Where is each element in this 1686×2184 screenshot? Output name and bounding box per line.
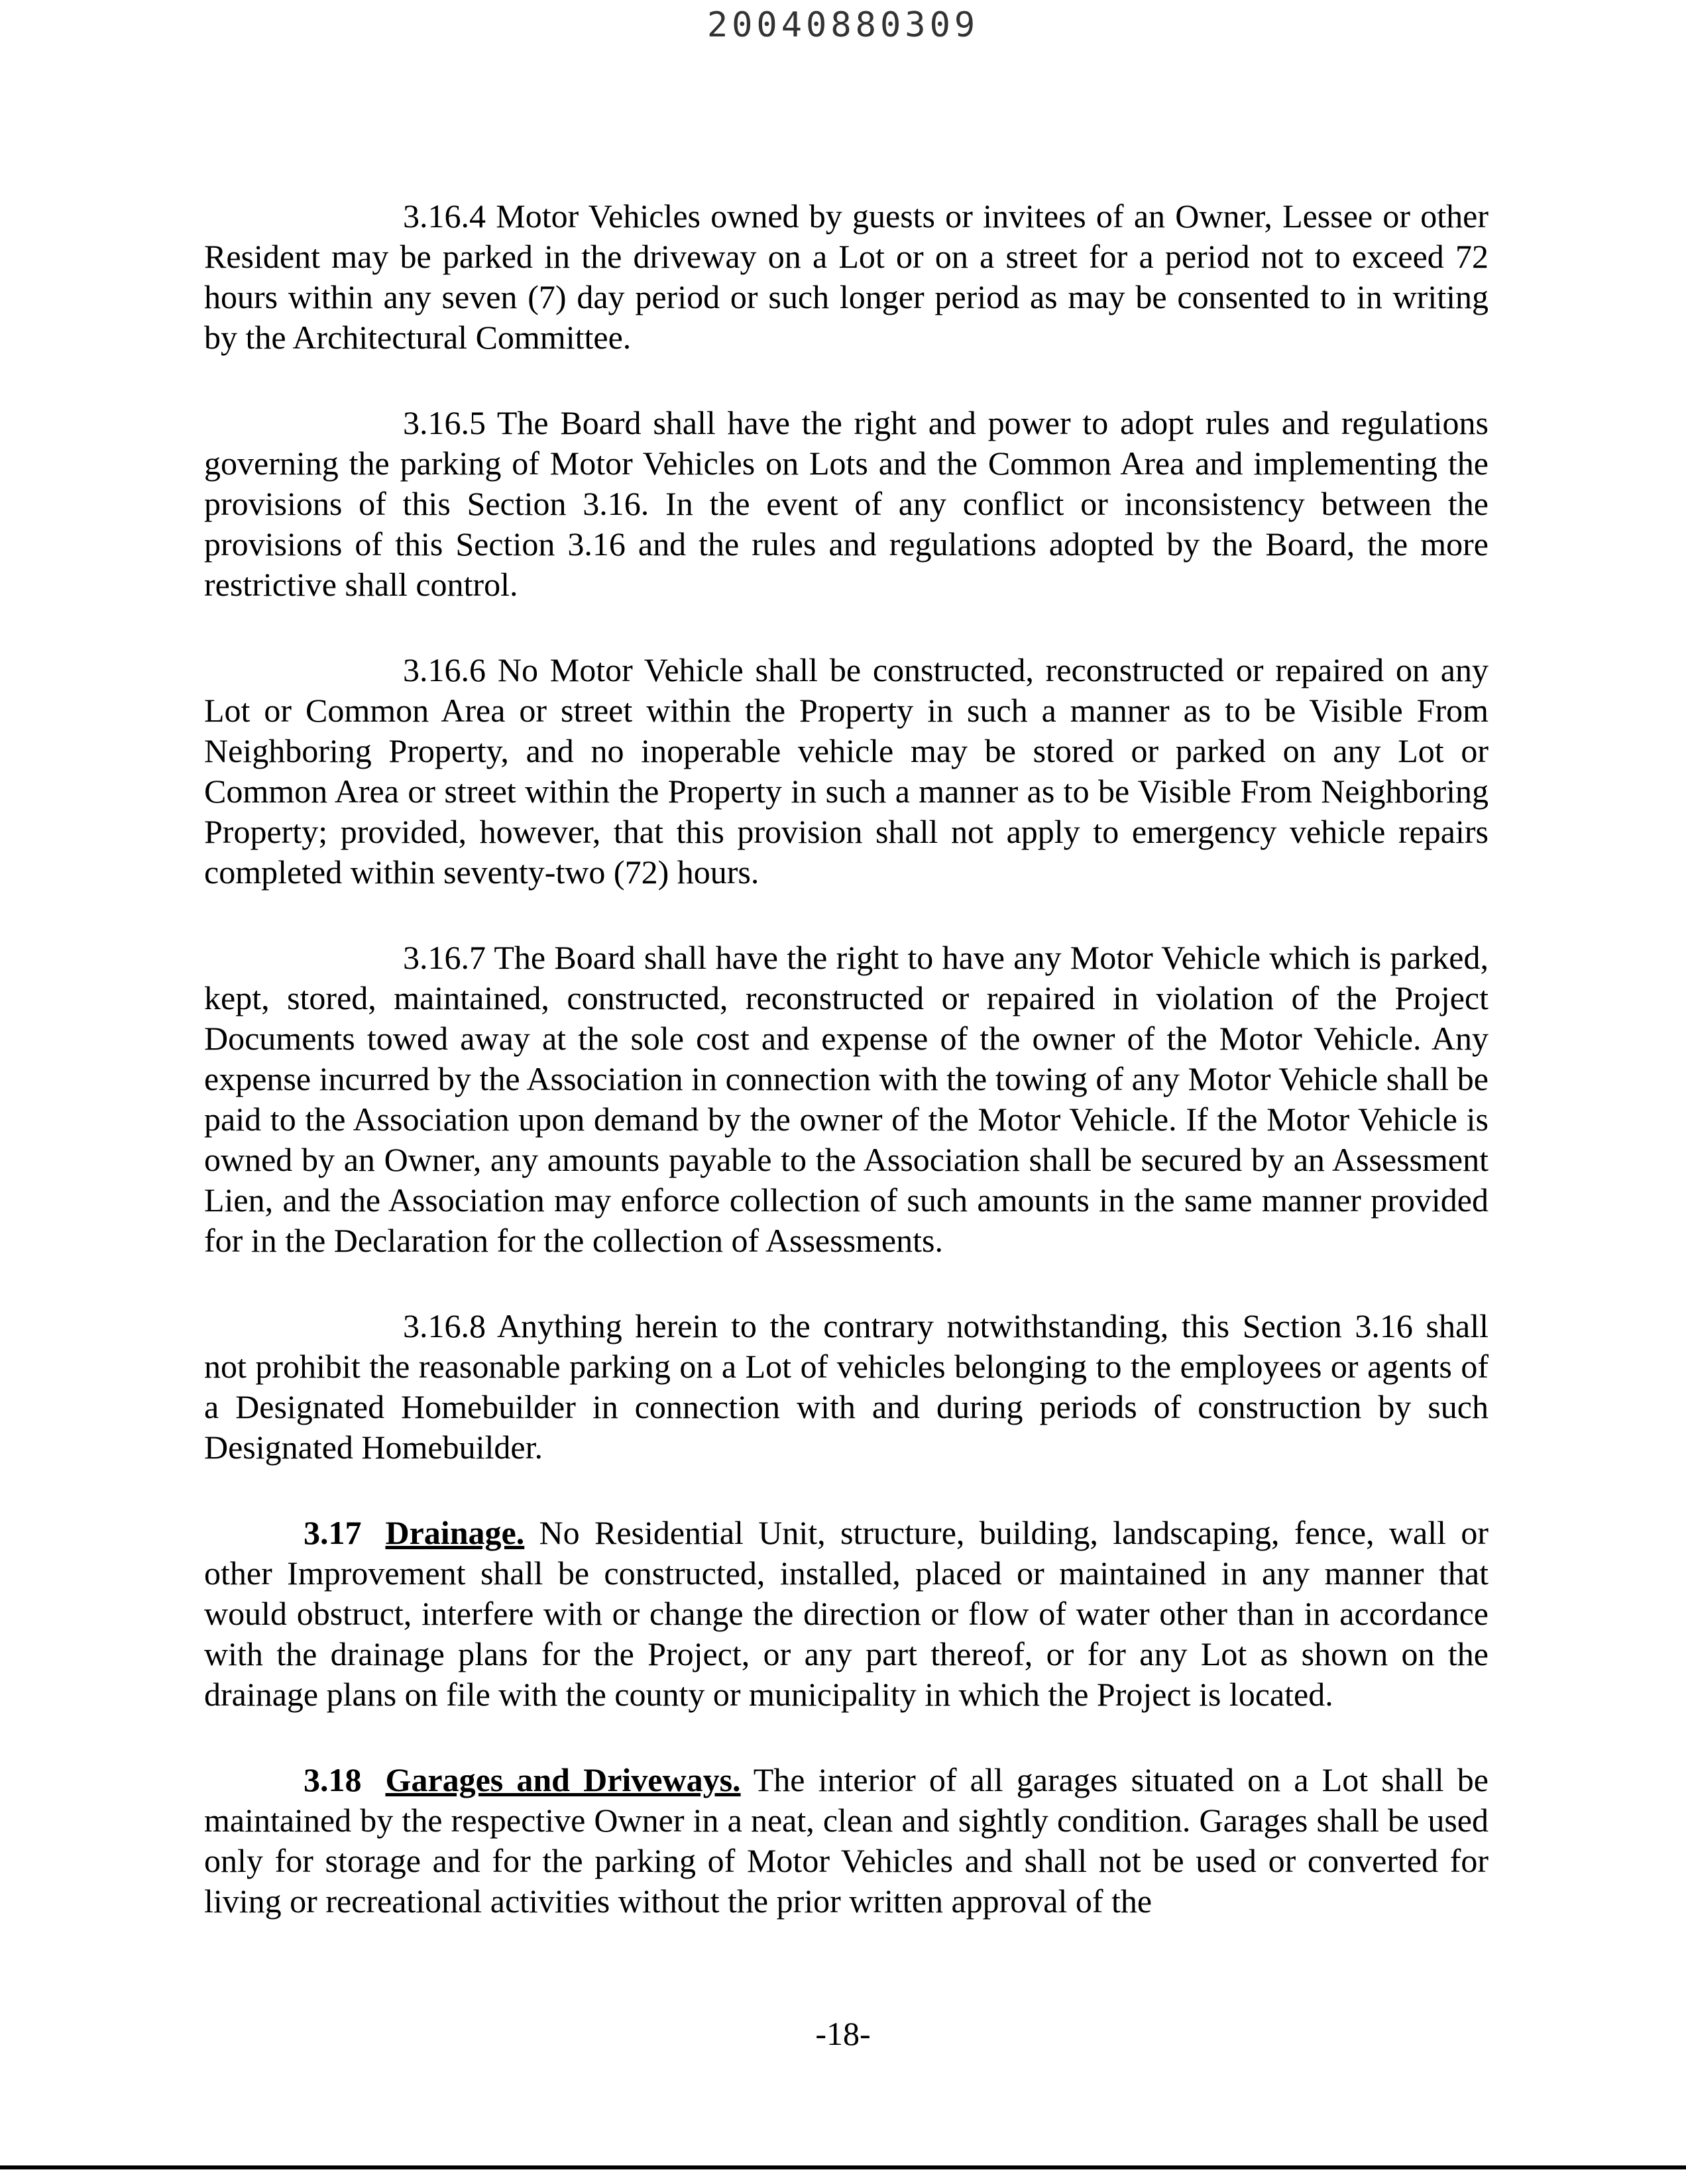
section-3-18-number: 3.18: [304, 1761, 362, 1798]
section-3-17-title: Drainage.: [385, 1514, 525, 1551]
paragraph-3-16-7: 3.16.7 The Board shall have the right to have any Motor Vehicle which is parked, kept, stored, maintained, constructed, reconstructed or repaired in violation of the Project Documents towed away at the sole cost and expense of the owner of the Motor Vehicle. Any expense incurred by the Association in connection with the towing of any Motor Vehicle shall be paid to the Association upon demand by the owner of the Motor Vehicle. If the Motor Vehicle is owned by an Owner, any amounts payable to the Association shall be secured by an Assessment Lien, and the Association may enforce collection of such amounts in the same manner provided for in the Declaration for the collection of Assessments.: [204, 939, 1489, 1259]
section-3-17-text: No Residential Unit, structure, building, landscaping, fence, wall or other Improvement shall be constructed, installed, placed or maintained in any manner that would obstruct, interfere with or change the direction or flow of water other than in accordance with the drainage plans for the Project, or any part thereof, or for any Lot as shown on the drainage plans on file with the county or municipality in which the Project is located.: [204, 1514, 1489, 1713]
document-number: 20040880309: [706, 5, 980, 45]
section-3-17: [204, 1513, 1489, 1715]
section-3-18: [204, 1760, 1489, 1922]
paragraph-3-16-5: 3.16.5 The Board shall have the right and power to adopt rules and regulations governing the parking of Motor Vehicles on Lots and the Common Area and implementing the provisions of this Section 3.16. In the event of any conflict or inconsistency between the provisions of this Section 3.16 and the rules and regulations adopted by the Board, the more restrictive shall control.: [204, 404, 1489, 603]
page-number: -18-: [815, 2015, 871, 2052]
bottom-divider: [0, 2165, 1686, 2169]
paragraph-3-16-8: 3.16.8 Anything herein to the contrary notwithstanding, this Section 3.16 shall not prohibit the reasonable parking on a Lot of vehicles belonging to the employees or agents of a Designated Homebuilder in connection with and during periods of construction by such Designated Homebuilder.: [204, 1307, 1489, 1466]
document-body: [204, 196, 1489, 1922]
paragraph-3-16-6: 3.16.6 No Motor Vehicle shall be constructed, reconstructed or repaired on any Lot or Common Area or street within the Property in such a manner as to be Visible From Neighboring Property, and no inoperable vehicle may be stored or parked on any Lot or Common Area or street within the Property in such a manner as to be Visible From Neighboring Property; provided, however, that this provision shall not apply to emergency vehicle repairs completed within seventy-two (72) hours.: [204, 651, 1489, 891]
section-3-17-number: 3.17: [304, 1514, 362, 1551]
section-3-18-text: The interior of all garages situated on a Lot shall be maintained by the respective Owner in a neat, clean and sightly condition. Garages shall be used only for storage and for the parking of Motor Vehicles and shall not be used or converted for living or recreational activities without the prior written approval of the: [204, 1761, 1489, 1920]
section-3-18-title: Garages and Driveways.: [385, 1761, 741, 1798]
paragraph-3-16-4: 3.16.4 Motor Vehicles owned by guests or invitees of an Owner, Lessee or other Resident may be parked in the driveway on a Lot or on a street for a period not to exceed 72 hours within any seven (7) day period or such longer period as may be consented to in writing by the Architectural Committee.: [204, 197, 1489, 356]
